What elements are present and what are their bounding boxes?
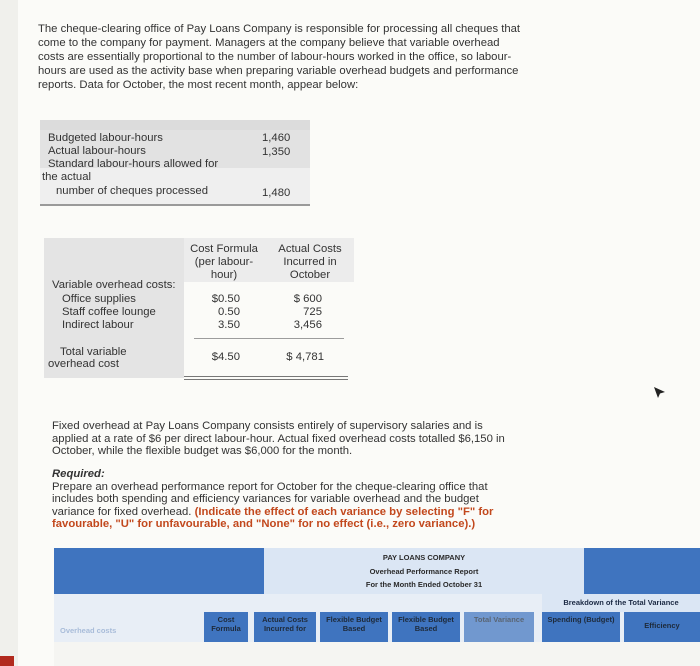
- cost-item-name: Office supplies: [62, 293, 136, 305]
- report-company: PAY LOANS COMPANY: [382, 553, 466, 562]
- cost-item-formula: 3.50: [218, 319, 240, 331]
- budget-row-label: the actual: [42, 171, 91, 183]
- breakdown-header: Breakdown of the Total Variance: [542, 594, 700, 612]
- left-margin-strip: [0, 0, 18, 666]
- performance-report: [54, 548, 700, 666]
- col-spending: Spending (Budget): [542, 612, 620, 642]
- budget-table-header-bar: [40, 120, 310, 130]
- cost-item-actual: $ 600: [293, 293, 322, 305]
- col-total-variance: Total Variance: [464, 612, 534, 642]
- overhead-costs-row-label: Overhead costs: [60, 626, 117, 635]
- total-double-rule-top: [184, 376, 348, 377]
- cost-item-actual: 725: [303, 306, 322, 318]
- budget-row-value: 1,460: [262, 132, 291, 144]
- required-label: Required:: [52, 468, 105, 480]
- cost-item-name: Indirect labour: [62, 319, 134, 331]
- report-title: Overhead Performance Report: [369, 566, 479, 576]
- total-label-line: overhead cost: [48, 358, 119, 370]
- cost-item-formula: 0.50: [218, 306, 240, 318]
- cost-item-actual: 3,456: [293, 319, 322, 331]
- budget-row-value: 1,480: [262, 187, 291, 199]
- header-line: hour): [210, 269, 238, 281]
- subtotal-rule: [194, 338, 344, 339]
- budget-row-label: Budgeted labour-hours: [48, 132, 163, 144]
- header-line: Incurred in: [283, 256, 337, 268]
- col-cost-formula: Cost Formula: [204, 612, 248, 642]
- total-double-rule-bottom: [184, 379, 348, 380]
- header-line: Cost Formula: [190, 243, 258, 255]
- header-line: (per labour-: [194, 256, 254, 268]
- col-efficiency: Efficiency: [624, 612, 700, 642]
- report-period: For the Month Ended October 31: [365, 580, 483, 589]
- budget-row-label: number of cheques processed: [56, 185, 208, 197]
- variable-overhead-table: [44, 238, 354, 388]
- mouse-pointer-icon: [653, 386, 667, 402]
- cost-formula-header: [184, 243, 264, 282]
- cost-item-name: Staff coffee lounge: [62, 306, 156, 318]
- budget-row-label: Actual labour-hours: [48, 145, 146, 157]
- total-actual: $ 4,781: [286, 351, 324, 363]
- section-label: Variable overhead costs:: [52, 279, 176, 291]
- total-label-line: Total variable: [60, 346, 127, 358]
- intro-paragraph: The cheque-clearing office of Pay Loans Company is responsible for processing all cheques that come to the company for payment. Managers at the company believe that variable overhead costs are essentially proportional to the number of labour-hours worked in the office, so labour-hours are used as the activity base when preparing variable overhead budgets and performance reports. Data for October, the most recent month, appear below:: [38, 23, 521, 91]
- header-line: Actual Costs: [278, 243, 342, 255]
- required-emphasis: (Indicate the effect of each variance by selecting "F" for favourable, "U" for unfavourable, and "None" for no effect (i.e., zero variance).): [52, 505, 494, 530]
- actual-costs-header: [270, 243, 350, 282]
- report-title-box: [264, 548, 584, 594]
- budget-row-value: 1,350: [262, 146, 291, 158]
- required-section: [52, 468, 517, 531]
- page-corner-marker: [0, 656, 14, 666]
- cost-item-formula: $0.50: [211, 293, 240, 305]
- header-line: October: [289, 269, 331, 281]
- report-body-row: [54, 642, 700, 666]
- budget-table-bottom-rule: [40, 204, 310, 206]
- required-text: Prepare an overhead performance report for October for the cheque-clearing office that includes both spending and efficiency variances for variable overhead and the budget variance for fixed overhead.: [52, 480, 488, 518]
- fixed-overhead-paragraph: Fixed overhead at Pay Loans Company consists entirely of supervisory salaries and is applied at a rate of $6 per direct labour-hour. Actual fixed overhead costs totalled $6,150 in October, while the flexible budget was $6,000 for the month.: [52, 420, 505, 457]
- col-actual-costs: Actual Costs Incurred for: [254, 612, 316, 642]
- budget-row-label: Standard labour-hours allowed for: [48, 158, 219, 170]
- total-formula: $4.50: [211, 351, 240, 363]
- col-flexible-1: Flexible Budget Based: [320, 612, 388, 642]
- budget-data-table: [40, 120, 310, 206]
- col-flexible-2: Flexible Budget Based: [392, 612, 460, 642]
